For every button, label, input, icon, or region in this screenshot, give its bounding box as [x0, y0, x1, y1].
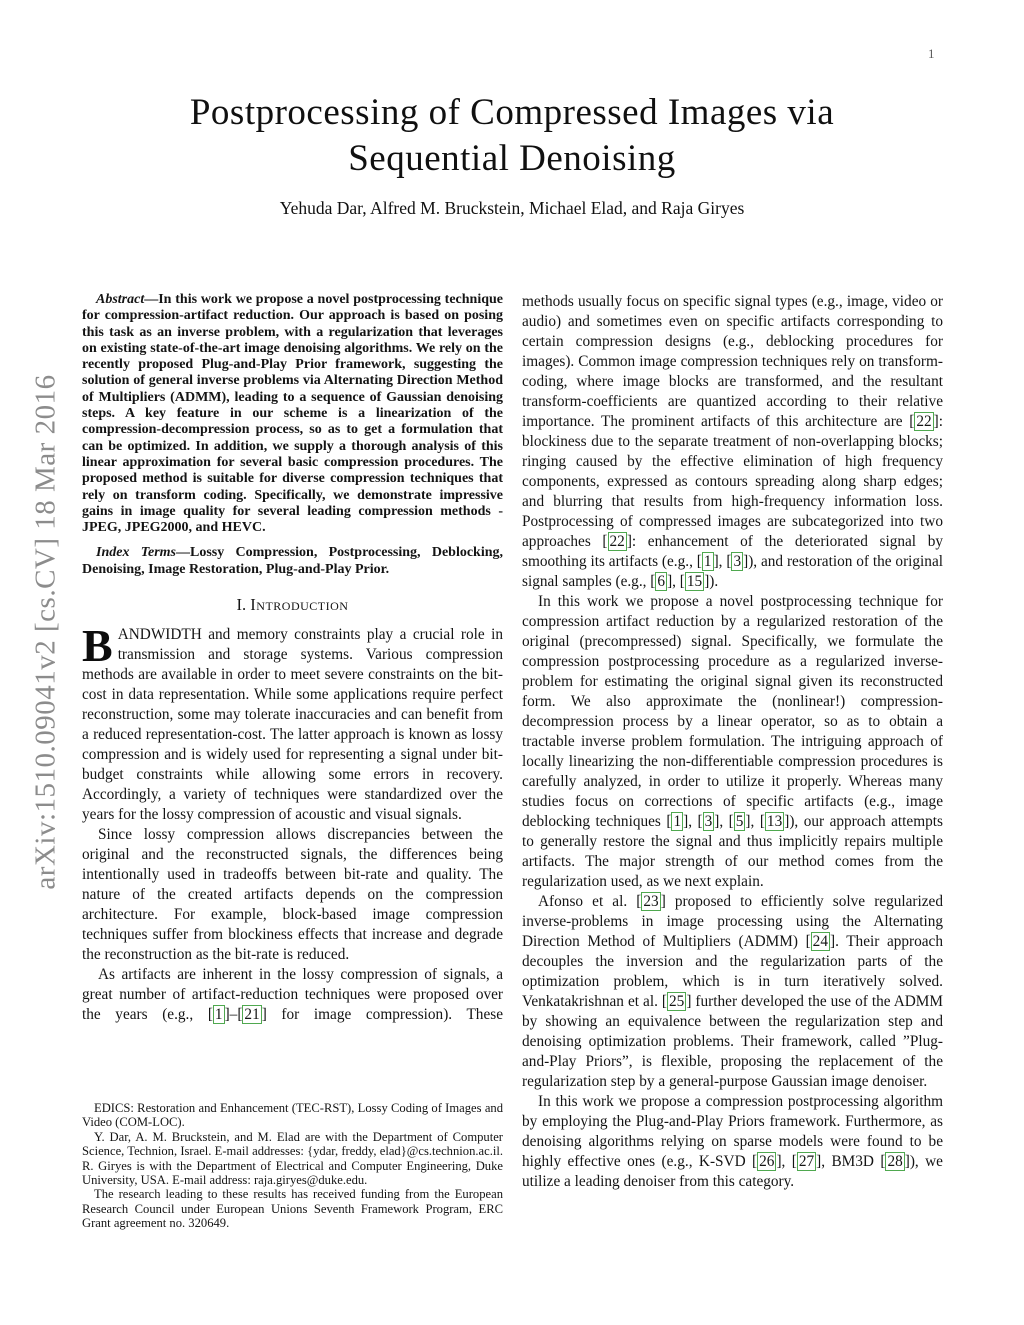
intro-paragraph-3: As artifacts are inherent in the lossy compression of signals, a great number of artifact-reduction techniques were proposed over the years (e.g., [ 1 ]–[ 21 ] for image compression). These: [82, 966, 503, 1024]
index-terms-paragraph: [82, 545, 503, 578]
footnote-block: [82, 1101, 503, 1231]
abstract-paragraph: [82, 292, 503, 536]
citation-link[interactable]: 6: [657, 573, 666, 590]
citation-link[interactable]: 26: [759, 1153, 775, 1170]
index-terms-text: —Lossy Compression, Postprocessing, Deblocking, Denoising, Image Restoration, Plug-and-Play Prior.: [82, 545, 504, 577]
citation-link[interactable]: 13: [766, 813, 783, 830]
footnote-edics: EDICS: Restoration and Enhancement (TEC-RST), Lossy Coding of Images and Video (COM-LOC).: [82, 1101, 503, 1130]
citation-link[interactable]: 25: [669, 993, 685, 1010]
citation-link[interactable]: 23: [643, 893, 659, 910]
citation-link[interactable]: 1: [214, 1006, 223, 1024]
right-column: [522, 292, 943, 1192]
intro-paragraph-4: In this work we propose a novel postprocessing technique for compression artifact reduction by a regularized restoration of the original (precompressed) signal. Specifically, we formulate the compression postprocessing procedure as a regularized inverse-problem for estimating the original signal given its reconstructed form. We also approximate the (nonlinear!) compression-decompression process by a linear operator, so as to obtain a tractable inverse problem formulation. The intriguing approach of locally linearizing the non-differentiable compression procedures is carefully analyzed, in order to utilize it properly. Whereas many studies focus on corrections of specific artifacts (e.g., image deblocking techniques [ 1 ], [ 3 ], [ 5 ], [ 13 ]), our approach attempts to generally restore the signal and thus implicitly repairs multiple artifacts. The major strength of our method comes from the regularization used, as we next explain.: [522, 593, 943, 890]
citation-link[interactable]: 1: [673, 813, 682, 830]
citation-link[interactable]: 27: [798, 1153, 815, 1170]
footnote-funding: The research leading to these results has received funding from the European Research Council under European Unions Seventh Framework Program, ERC Grant agreement no. 320649.: [82, 1187, 503, 1231]
left-column: [82, 292, 503, 1025]
dropcap-letter: B: [82, 620, 113, 672]
intro-paragraph-6: In this work we propose a compression postprocessing algorithm by employing the Plug-and-Play Priors framework. Furthermore, as denoising algorithms relying on sparse models were found to be highly effective ones (e.g., K-SVD [ 26 ], [ 27 ], BM3D [ 28 ]), we utilize a leading denoiser from this category.: [522, 1093, 943, 1190]
citation-link[interactable]: 28: [887, 1153, 903, 1170]
abstract-text: —In this work we propose a novel postprocessing technique for compression-artifact reduction. Our approach is based on posing this task as an inverse problem, with a regularization that leverages on existing state-of-the-art image denoising algorithms. We rely on the recently proposed Plug-and-Play Prior framework, suggesting the solution of general inverse problems via Alternating Direction Method of Multipliers (ADMM), leading to a sequence of Gaussian denoising steps. A key feature in our scheme is a linearization of the compression-decompression process, so as to get a formulation that can be optimized. In addition, we supply a thorough analysis of this linear approximation for several basic compression procedures. The proposed method is suitable for diverse compression techniques that rely on transform coding. Specifically, we demonstrate impressive gains in image quality for several leading compression methods - JPEG, JPEG2000, and HEVC.: [82, 292, 503, 536]
citation-link[interactable]: 22: [916, 413, 932, 430]
paper-authors: Yehuda Dar, Alfred M. Bruckstein, Michael Elad, and Raja Giryes: [279, 198, 745, 218]
intro-paragraph-2: Since lossy compression allows discrepancies between the original and the reconstructed signals, the differences being intentionally used in tradeoffs between bit-rate and quality. The nature of the created artifacts depends on the compression architecture. For example, block-based image compression techniques suffer from blockiness effects that increase and degrade the reconstruction as the bit-rate is reduced.: [82, 826, 503, 964]
section-heading-introduction: [82, 595, 503, 615]
intro-paragraph-1: [82, 620, 503, 825]
citation-link[interactable]: 3: [704, 813, 713, 830]
abstract-label: Abstract: [96, 292, 145, 307]
section-title: Introduction: [250, 595, 349, 615]
index-terms-label: Index Terms: [96, 545, 177, 561]
citation-link[interactable]: 21: [244, 1006, 260, 1024]
citation-link[interactable]: 15: [686, 573, 703, 590]
citation-link[interactable]: 1: [703, 553, 712, 570]
page-number: 1: [928, 46, 935, 61]
section-number: I.: [236, 595, 247, 615]
citation-link[interactable]: 24: [812, 933, 828, 950]
intro-paragraph-1-text: ANDWIDTH and memory constraints play a crucial role in transmission and storage systems. Various compression methods are available in order to meet severe constraints on the bit-cost in data representation. While some applications require perfect reconstruction, some may tolerate inaccuracies and can benefit from a reduced representation-cost. The latter approach is known as lossy compression and is widely used for representing a signal under bit-budget constraints while allowing some errors in recovery. Accordingly, a variety of techniques were standardized over the years for the lossy compression of acoustic and visual signals.: [82, 626, 503, 824]
intro-paragraph-5: Afonso et al. [ 23 ] proposed to efficiently solve regularized inverse-problems in image processing using the Alternating Direction Method of Multipliers (ADMM) [ 24 ]. Their approach decouples the inversion and the regularization parts of the optimization problem, which is in turn iteratively solved. Venkatakrishnan et al. [ 25 ] further developed the use of the ADMM by showing an equivalence between the regularization step and denoising optimization problems. Their framework, called ”Plug-and-Play Priors”, is flexible, proposing the replacement of the regularization step by a general-purpose Gaussian image denoiser.: [522, 893, 943, 1090]
arxiv-watermark: arXiv:1510.09041v2 [cs.CV] 18 Mar 2016: [29, 374, 62, 890]
citation-link[interactable]: 22: [609, 533, 625, 550]
title-line-2: Sequential Denoising: [348, 138, 676, 179]
footnote-affiliations: Y. Dar, A. M. Bruckstein, and M. Elad are with the Department of Computer Science, Technion, Israel. E-mail addresses: {ydar, freddy, elad}@cs.technion.ac.il. R. Giryes is with the Department of Electrical and Computer Engineering, Duke University, USA. E-mail address: raja.giryes@duke.edu.: [82, 1129, 503, 1188]
citation-link[interactable]: 5: [735, 813, 744, 830]
title-line-1: Postprocessing of Compressed Images via: [189, 92, 835, 133]
citation-link[interactable]: 3: [733, 553, 742, 570]
paper-title: [0, 90, 1024, 182]
intro-paragraph-3-continued: methods usually focus on specific signal types (e.g., image, video or audio) and sometimes even on specific artifacts corresponding to certain compression designs (e.g., deblocking procedures for images). Common image compression techniques rely on transform-coding, where image blocks are transformed, and the resultant transform-coefficients are quantized according to their relative importance. The prominent artifacts of this architecture are [ 22 ]: blockiness due to the separate treatment of non-overlapping blocks; ringing caused by the effective elimination of high frequency components, expressed as contours spreading along sharp edges; and blurring that results from high-frequency information loss. Postprocessing of compressed images are subcategorized into two approaches [ 22 ]: enhancement of the deteriorated signal by smoothing its artifacts (e.g., [ 1 ], [ 3 ]), and restoration of the original signal samples (e.g., [ 6 ], [ 15 ]).: [522, 293, 943, 590]
